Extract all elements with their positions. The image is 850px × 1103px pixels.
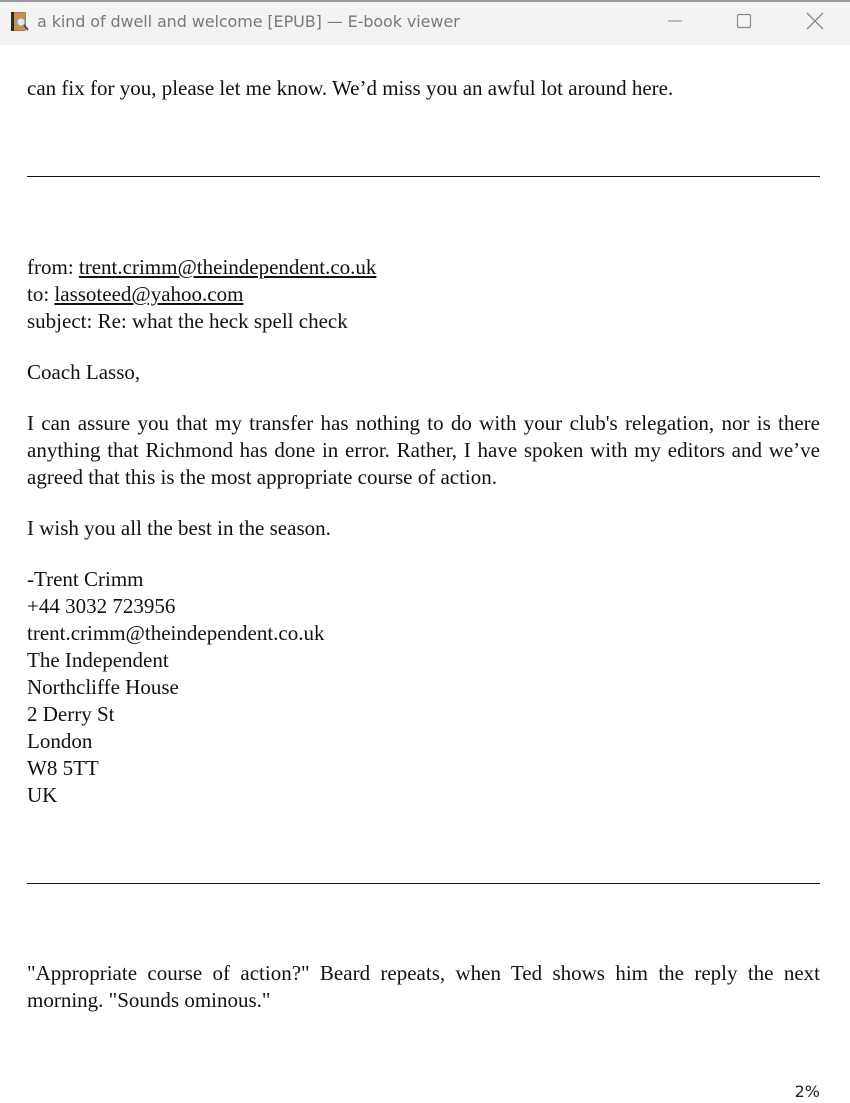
ebook-viewer-icon <box>8 11 30 33</box>
email-body: I can assure you that my transfer has nothing to do with your club's relegation, nor is there anything that Richmond has done in error. Rather, I have spoken with my editors and we’ve agreed that this is the most appropriate course of action. <box>27 411 820 489</box>
signature-line: W8 5TT <box>27 756 99 780</box>
top-paragraph: can fix for you, please let me know. We’d miss you an awful lot around here. <box>27 76 674 100</box>
to-label: to: <box>27 282 55 306</box>
email-subject-line: subject: Re: what the heck spell check <box>27 309 348 333</box>
signature-line: +44 3032 723956 <box>27 594 176 618</box>
email-closing: I wish you all the best in the season. <box>27 516 331 540</box>
window-title: a kind of dwell and welcome [EPUB] — E-book viewer <box>37 12 460 31</box>
signature-line: The Independent <box>27 648 169 672</box>
maximize-icon <box>736 13 752 33</box>
close-icon <box>806 12 824 34</box>
email-to-line <box>27 281 820 308</box>
signature-line: trent.crimm@theindependent.co.uk <box>27 621 325 645</box>
minimize-button[interactable] <box>640 0 710 45</box>
signature-line: Northcliffe House <box>27 675 179 699</box>
from-email-link[interactable]: trent.crimm@theindependent.co.uk <box>78 255 377 279</box>
after-paragraph: "Appropriate course of action?" Beard repeats, when Ted shows him the reply the next morning. "Sounds ominous." <box>27 961 820 1012</box>
to-email-link[interactable]: lassoteed@yahoo.com <box>54 282 244 306</box>
signature-line: 2 Derry St <box>27 702 115 726</box>
from-label: from: <box>27 255 79 279</box>
book-reader-area[interactable] <box>0 45 850 1103</box>
signature-line: London <box>27 729 93 753</box>
section-divider-2 <box>27 883 820 884</box>
maximize-button[interactable] <box>709 0 779 45</box>
email-header <box>27 254 820 335</box>
email-from-line <box>27 254 820 281</box>
email-signature <box>27 566 820 809</box>
close-button[interactable] <box>780 0 850 45</box>
minimize-icon <box>667 13 683 33</box>
section-divider-1 <box>27 176 820 177</box>
reading-progress: 2% <box>794 1082 820 1101</box>
email-greeting: Coach Lasso, <box>27 360 141 384</box>
title-bar[interactable] <box>0 0 850 45</box>
signature-line: -Trent Crimm <box>27 567 144 591</box>
signature-line: UK <box>27 783 58 807</box>
